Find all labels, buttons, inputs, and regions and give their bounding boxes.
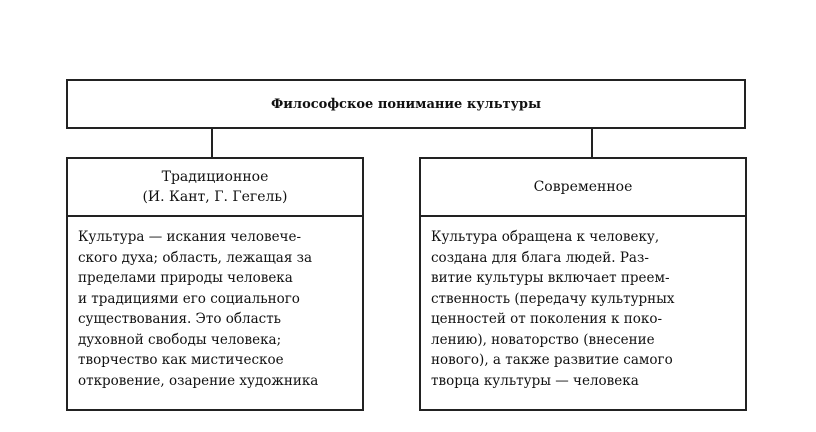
traditional-line: ского духа; область, лежащая за bbox=[78, 249, 313, 266]
traditional-column bbox=[66, 157, 364, 411]
modern-heading: Современное bbox=[533, 179, 633, 195]
traditional-description bbox=[68, 217, 362, 391]
traditional-line: существования. Это область bbox=[78, 311, 282, 327]
traditional-header bbox=[68, 159, 362, 217]
modern-line: ценностей от поколения к поко- bbox=[431, 311, 663, 327]
modern-description bbox=[421, 217, 745, 391]
traditional-heading: Традиционное bbox=[161, 169, 269, 185]
modern-line: витие культуры включает преем- bbox=[431, 270, 670, 286]
traditional-line: духовной свободы человека; bbox=[78, 331, 282, 348]
modern-column bbox=[419, 157, 747, 411]
connector-left bbox=[211, 129, 213, 157]
modern-header bbox=[421, 159, 745, 217]
modern-line: нового), а также развитие самого bbox=[431, 352, 673, 368]
diagram-title: Философское понимание культуры bbox=[270, 96, 542, 112]
traditional-authors: (И. Кант, Г. Гегель) bbox=[142, 189, 288, 205]
traditional-line: творчество как мистическое bbox=[78, 352, 284, 368]
traditional-line: откровение, озарение художника bbox=[78, 372, 319, 389]
traditional-line: и традициями его социального bbox=[78, 290, 300, 307]
modern-line: Культура обращена к человеку, bbox=[431, 229, 660, 245]
connector-right bbox=[591, 129, 593, 157]
traditional-line: Культура — искания человече- bbox=[78, 229, 302, 245]
modern-line: лению), новаторство (внесение bbox=[431, 331, 655, 348]
modern-line: создана для блага людей. Раз- bbox=[431, 249, 649, 266]
diagram-root-box bbox=[66, 79, 746, 129]
modern-line: ственность (передачу культурных bbox=[431, 290, 675, 307]
modern-line: творца культуры — человека bbox=[431, 372, 639, 389]
traditional-line: пределами природы человека bbox=[78, 270, 293, 286]
